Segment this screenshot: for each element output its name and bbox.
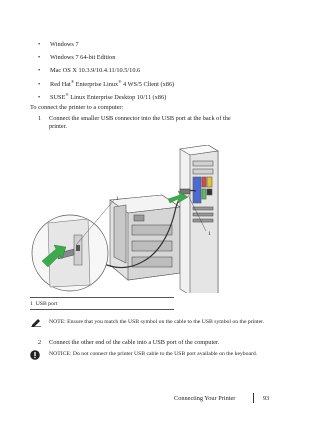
usb-connection-illustration (30, 145, 220, 293)
os-item: • SUSE® Linux Enterprise Desktop 10/11 (x86) (38, 93, 174, 106)
notice-label: NOTICE: (49, 351, 72, 357)
step-1-number: 1 (38, 115, 42, 122)
note-text: Ensure that you match the USB symbol on the cable to the USB symbol on the printer. (67, 319, 265, 325)
os-item: • Windows 7 64-bit Edition (38, 53, 174, 66)
usb-illustration-svg (30, 145, 220, 293)
computer-tower-illustration (180, 145, 218, 293)
callout-1-label: 1 (116, 196, 119, 202)
notice-warning-icon (30, 350, 40, 360)
note-label: NOTE: (49, 319, 66, 325)
page-number: 93 (263, 395, 270, 402)
os-item: • Windows 7 (38, 40, 174, 53)
footer-separator (253, 393, 254, 403)
note-pencil-icon (30, 318, 42, 327)
note-block (49, 318, 269, 326)
figure-caption (30, 300, 57, 308)
notice-text: Do not connect the printer USB cable to the USB port available on the keyboard. (72, 351, 258, 357)
footer-section-title: Connecting Your Printer (174, 395, 236, 402)
os-item: • Red Hat® Enterprise Linux® 4 WS/5 Client (x86) (38, 80, 174, 93)
os-item: • Mac OS X 10.3.9/10.4.11/10.5/10.6 (38, 66, 174, 79)
caption-number: 1 (30, 301, 33, 307)
caption-rule-top (30, 297, 174, 298)
step-2-number: 2 (38, 339, 42, 346)
step-1-text: Connect the smaller USB connector into the USB port at the back of the printer. (49, 115, 231, 131)
caption-rule-bottom (30, 309, 174, 310)
notice-block (49, 350, 271, 358)
supported-os-list (38, 40, 174, 106)
intro-text: To connect the printer to a computer: (30, 104, 124, 111)
step-2-text: Connect the other end of the cable into a USB port of the computer. (49, 339, 220, 346)
printer-back-zoom-inset (32, 215, 108, 291)
callout-1-label: 1 (208, 231, 211, 237)
caption-text: USB port (35, 301, 58, 307)
